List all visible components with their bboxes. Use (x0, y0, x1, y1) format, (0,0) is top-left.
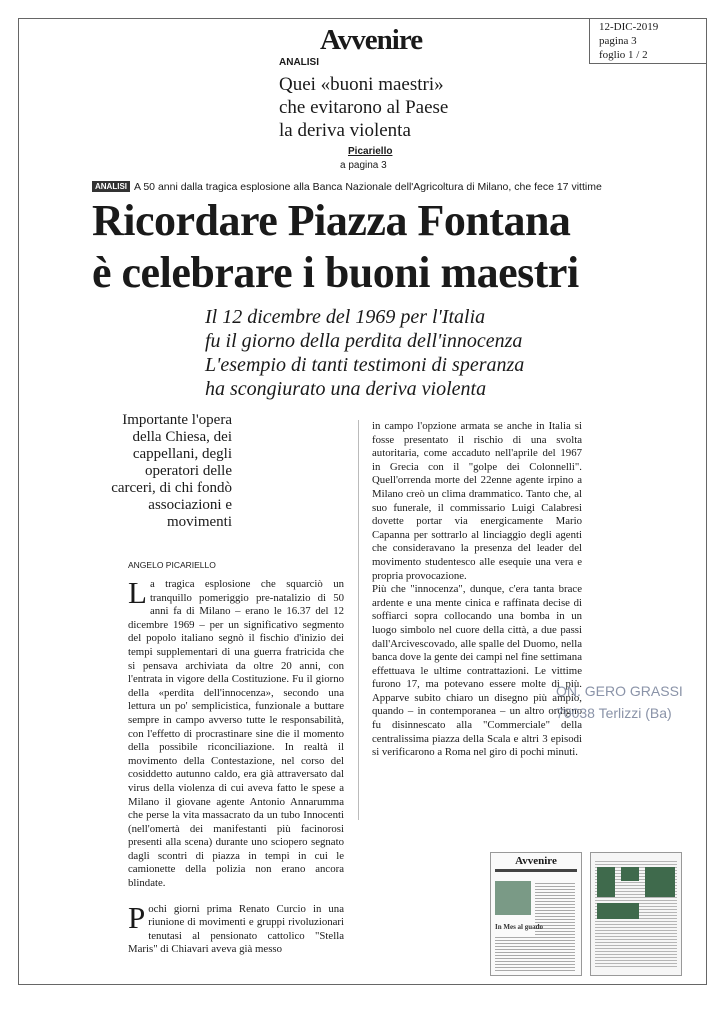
teaser-page-ref: a pagina 3 (340, 160, 387, 171)
stamp-line: 70038 Terlizzi (Ba) (556, 705, 672, 721)
teaser-section-tag: ANALISI (279, 57, 319, 68)
pull-quote: Importante l'opera della Chiesa, dei cappellani, degli operatori delle carceri, di chi fondò associazioni e movimenti (111, 412, 232, 530)
sender-stamp (556, 680, 683, 724)
thumbnail-green-block (597, 903, 639, 919)
teaser-title-line: la deriva violenta (279, 120, 411, 141)
body-paragraph: Più che "innocenza", dunque, c'era tanta brace ardente e una mente cinica e raffinata decise di soffiarci sopra collocando una bomba in un luogo simbolo nel cuore della città, a due passi dall'Arcivescovado, alle spalle del Duomo, nella banca dove la gente dei campi nel fine settimana effettuava le ultime contrattazioni. Le vittime furono 17, ma potevano essere molte di più. Apparve subito chiaro un disegno più ampio, quando – in contemporanea – un altro ordigno fu disinnescato alla "Commerciale" della centralissima piazza della Scala e altri 3 episodi si verificarono a Roma nel giro di pochi minuti. (372, 583, 582, 759)
paragraph-text: ochi giorni prima Renato Curcio in una riunione di movimenti e gruppi rivoluzionari tenutasi al pensionato cattolico "Stella Maris" di Chiavari aveva già messo (128, 902, 344, 956)
paragraph-text: a tragica esplosione che squarciò un tranquillo pomeriggio pre-natalizio di 50 anni fa di Milano – erano le 16.37 del 12 dicembre 1969 – per un significativo segmento del popolo italiano segnò il fischio d'inizio dei tempi supplementari di una guerra fratricida che si pensava archiviata da oltre 20 anni, con l'entrata in vigore della Costituzione. Fu il giorno della «perdita dell'innocenza», secondo una lettura un po' semplicistica, funzionale a buttare sempre in campo avverso tutte le responsabilità, con l'effetto di procrastinare sine die il momento della possibile riconciliazione. In realtà il movimento della Contestazione, nel corso del cosiddetto autunno caldo, era già attraversato dal virus della violenza di cui aveva fatto le spese a Milano il giovane agente Antonio Annarumma che perse la vita massacrato da un tubo Innocenti (nell'omertà dei manifestanti più facinorosi presenti alla scena) durante uno sciopero segnato dagli scontri di piazza in tempi in cui le camionette della polizia non erano ancora blindate. (128, 578, 344, 890)
author-byline: ANGELO PICARIELLO (128, 560, 216, 570)
article-column-2 (372, 420, 582, 760)
subhead-line: ha scongiurato una deriva violenta (205, 378, 487, 400)
thumbnail-headline: In Mes al guado (495, 923, 544, 931)
newspaper-masthead: Avvenire (320, 24, 423, 56)
drop-cap: L (128, 575, 147, 610)
headline-line: Ricordare Piazza Fontana (92, 196, 571, 245)
article-page-thumbnail (590, 852, 682, 976)
body-paragraph (128, 899, 344, 957)
drop-cap: P (128, 899, 146, 935)
thumbnail-green-block (621, 867, 639, 881)
front-page-thumbnail (490, 852, 582, 976)
thumbnail-green-block (645, 867, 675, 897)
clipping-page: pagina 3 (599, 35, 637, 47)
subhead-line: fu il giorno della perdita dell'innocenza (205, 330, 523, 352)
thumbnail-rule (495, 869, 577, 872)
thumbnail-photo (495, 881, 531, 915)
subhead-line: Il 12 dicembre del 1969 per l'Italia (205, 306, 486, 328)
thumbnail-masthead: Avvenire (515, 855, 557, 867)
clipping-sheet: foglio 1 / 2 (599, 49, 648, 61)
stamp-line: ON. GERO GRASSI (556, 683, 683, 699)
clipping-date: 12-DIC-2019 (599, 21, 659, 33)
column-divider (358, 420, 359, 820)
body-paragraph (128, 575, 344, 891)
clipping-metadata (589, 18, 707, 64)
teaser-title (279, 73, 479, 142)
thumbnail-green-block (597, 867, 615, 897)
article-subheadline (205, 305, 524, 401)
article-kicker (92, 181, 602, 193)
thumbnail-text-lines (535, 881, 575, 941)
teaser-title-line: che evitarono al Paese (279, 97, 449, 118)
teaser-title-line: Quei «buoni maestri» (279, 74, 444, 95)
article-headline (92, 195, 579, 299)
body-paragraph: in campo l'opzione armata se anche in Italia si fosse presentato il rischio di una svolta autoritaria, come accaduto nell'aprile del 1967 in Grecia con il "golpe dei Colonnelli". Quell'orrenda morte del 22enne agente irpino a Milano creò un clima drammatico. Tanto che, al suo funerale, il commissario Luigi Calabresi dovette portar via energicamente Mario Capanna per sottrarlo al linciaggio degli agenti che consideravano la presenza del leader del movimento studentesco alle esequie una vera e propria provocazione. (372, 420, 582, 582)
teaser-author: Picariello (348, 146, 393, 157)
thumbnail-text-lines (495, 935, 575, 971)
headline-line: è celebrare i buoni maestri (92, 248, 579, 297)
kicker-text: A 50 anni dalla tragica esplosione alla Banca Nazionale dell'Agricoltura di Milano, che fece 17 vittime (134, 181, 602, 193)
kicker-section-tag: ANALISI (92, 181, 130, 192)
subhead-line: L'esempio di tanti testimoni di speranza (205, 354, 525, 376)
article-column-1 (128, 575, 344, 957)
